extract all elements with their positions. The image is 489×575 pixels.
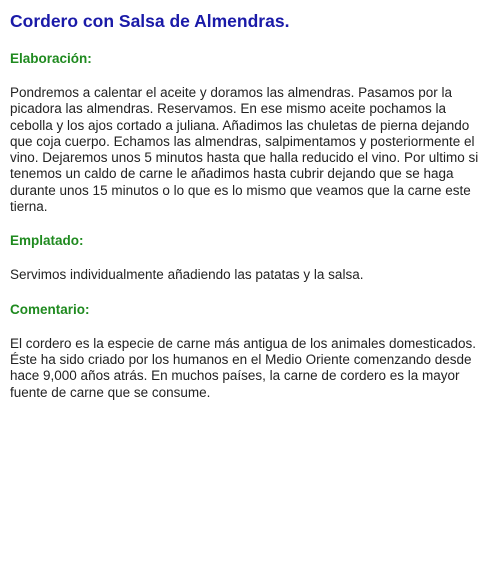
section-emplatado [10,233,479,283]
section-heading-emplatado: Emplatado: [10,233,84,249]
section-text-comentario: El cordero es la especie de carne más antigua de los animales domesticados. Éste ha sido criado por los humanos en el Medio Oriente comenzando desde hace 9,000 años atrás. En muchos países, la carne de cordero es la mayor fuente de carne que se consume. [10,335,477,400]
section-heading-comentario: Comentario: [10,301,90,317]
section-elaboracion [10,51,479,215]
recipe-title: Cordero con Salsa de Almendras. [10,11,290,31]
section-text-emplatado: Servimos individualmente añadiendo las patatas y la salsa. [10,267,364,283]
section-text-elaboracion: Pondremos a calentar el aceite y doramos las almendras. Pasamos por la picadora las almendras. Reservamos. En ese mismo aceite pochamos la cebolla y los ajos cortado a juliana. Añadimos las chuletas de pierna dejando que coja cuerpo. Echamos las almendras, salpimentamos y posteriormente el vino. Dejaremos unos 5 minutos hasta que halla reducido el vino. Por ultimo si tenemos un caldo de carne le añadimos hasta cubrir dejando que se haga durante unos 15 minutos o lo que es lo mismo que veamos que la carne este tierna. [10,85,479,215]
section-heading-elaboracion: Elaboración: [10,51,92,66]
section-comentario [10,302,479,401]
